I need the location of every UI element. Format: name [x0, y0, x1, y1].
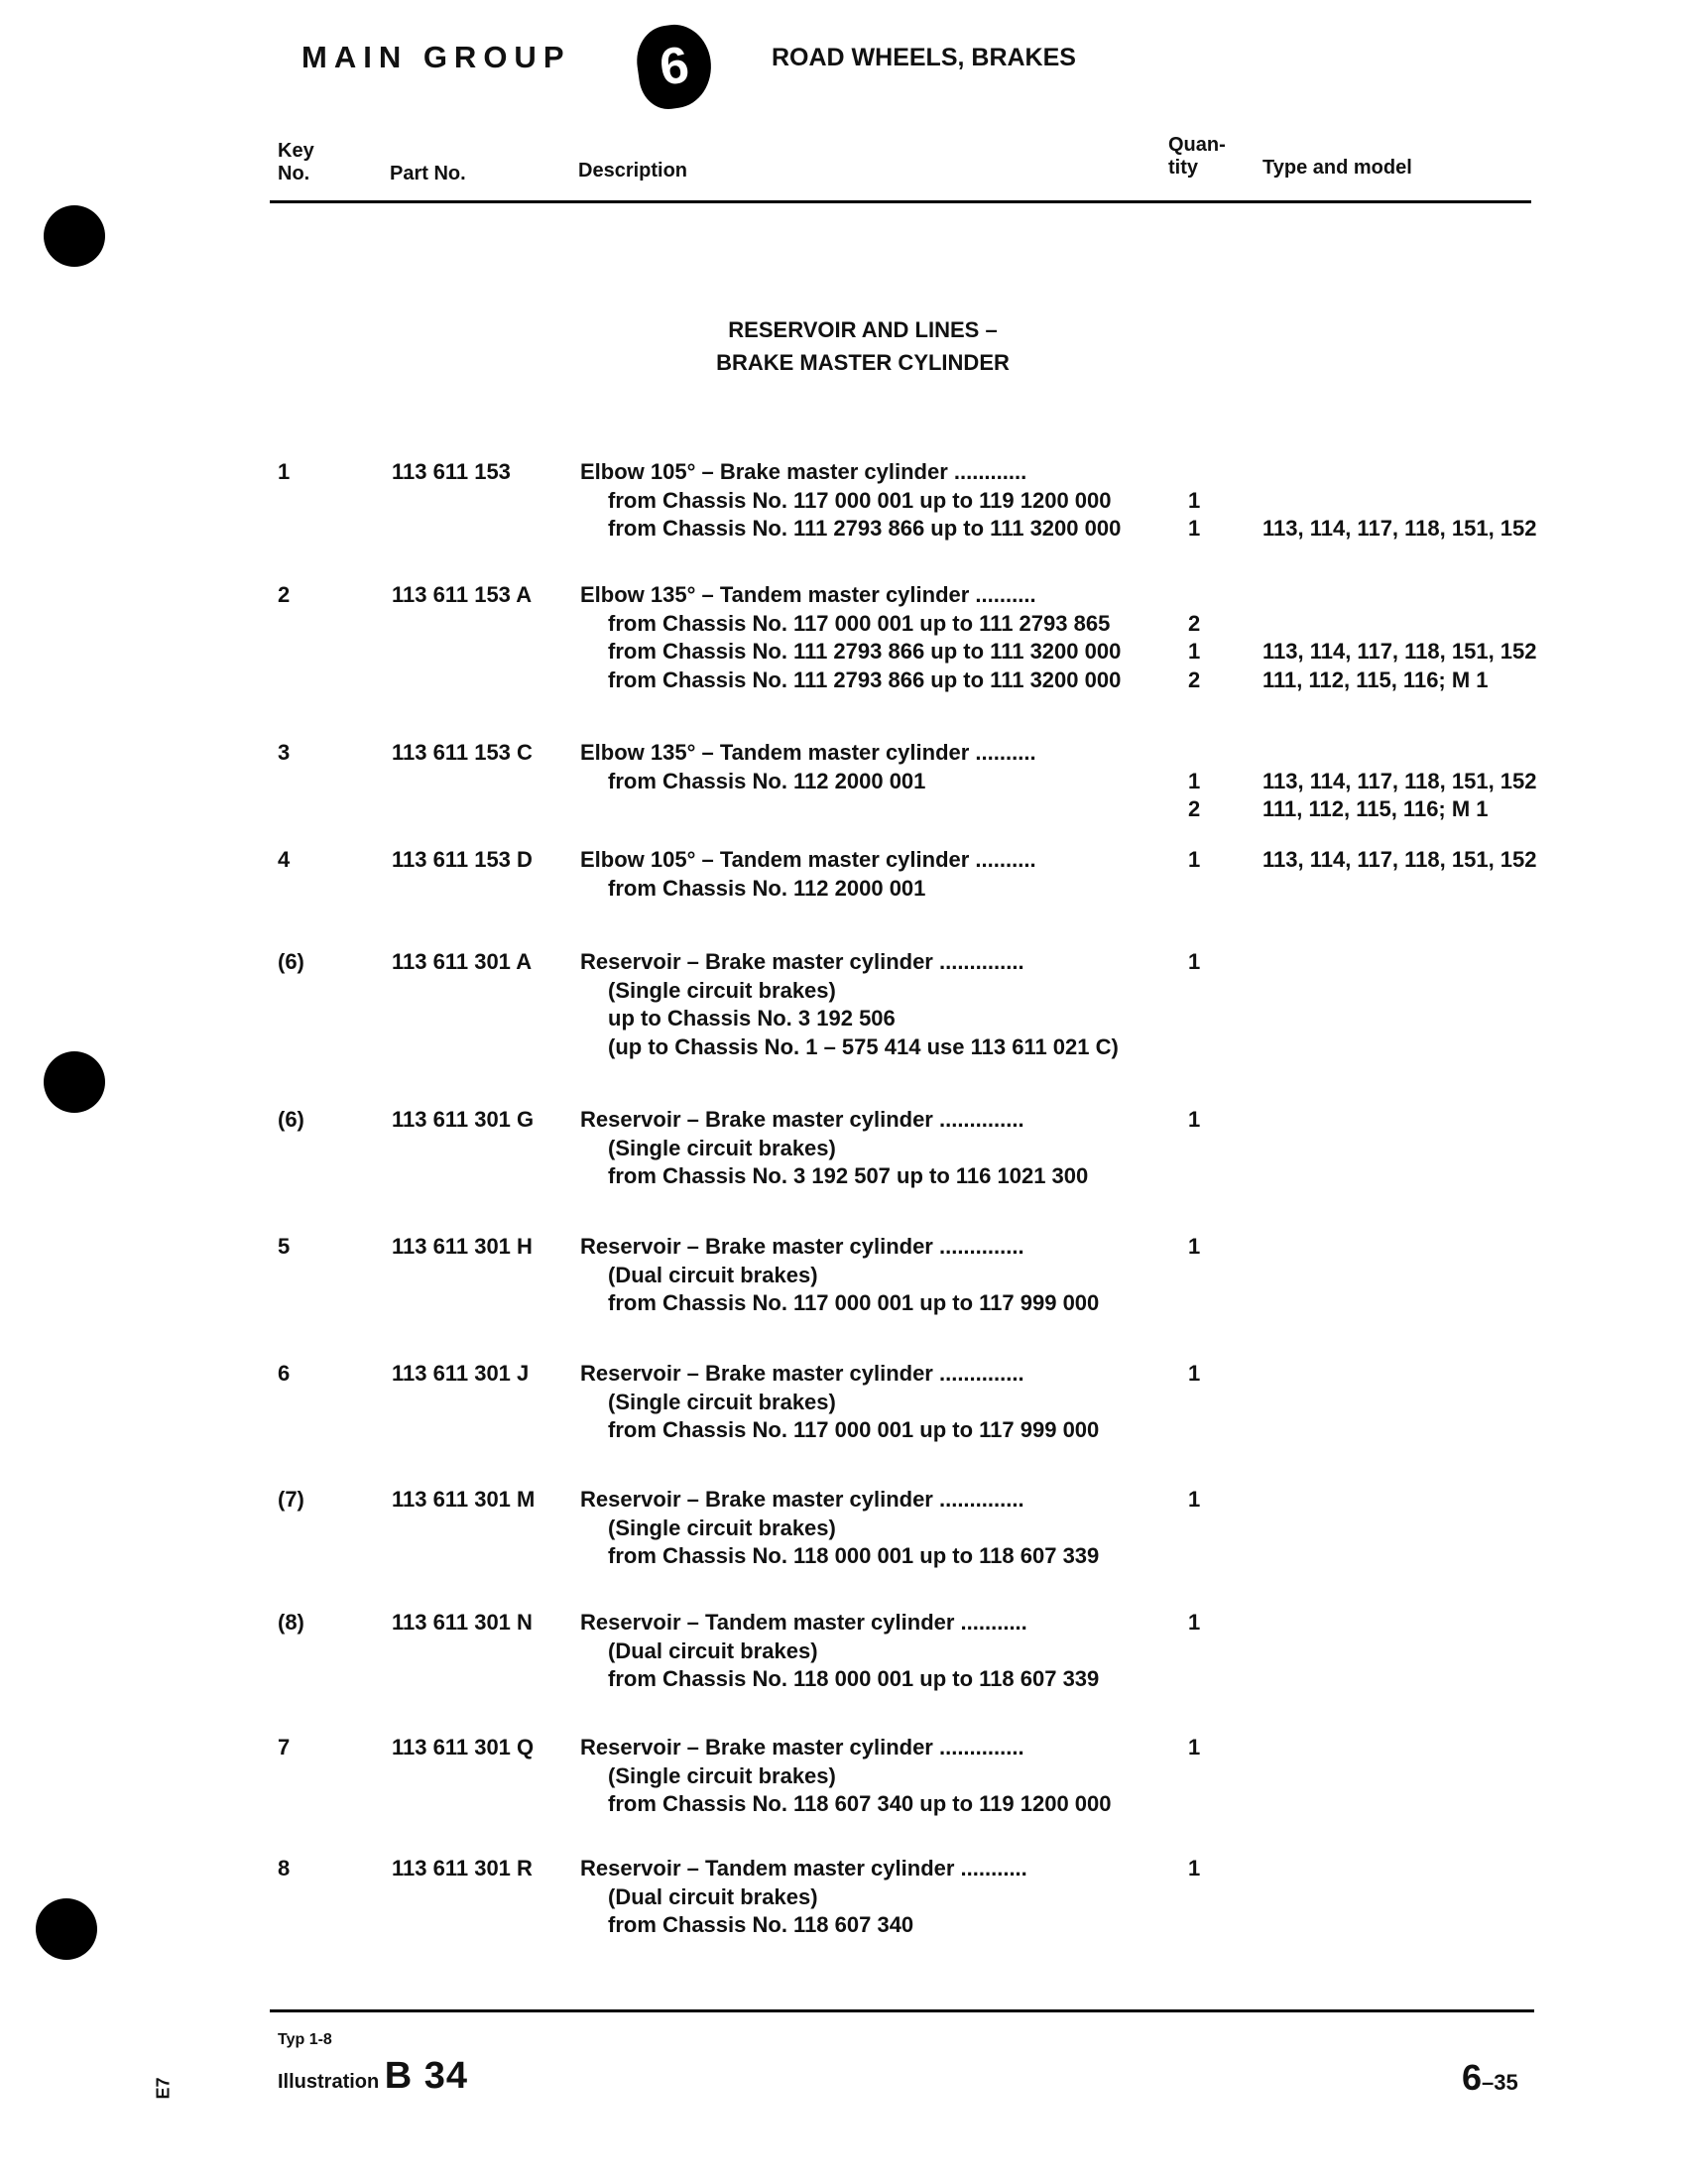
part-description-detail: from Chassis No. 118 000 001 up to 118 607 339 — [608, 1666, 1100, 1691]
section-title — [536, 313, 1190, 379]
type-model: 111, 112, 115, 116; M 1 — [1262, 796, 1489, 821]
quantity: 1 — [1188, 1487, 1201, 1512]
part-number: 113 611 153 — [392, 459, 511, 484]
type-model: 113, 114, 117, 118, 151, 152 — [1262, 768, 1537, 793]
key-number: 8 — [278, 1856, 291, 1881]
part-description-detail: from Chassis No. 117 000 001 up to 117 999 000 — [608, 1290, 1100, 1315]
key-number: 2 — [278, 582, 291, 607]
part-description: Reservoir – Brake master cylinder .............. — [580, 949, 1024, 974]
part-description-detail: from Chassis No. 117 000 001 up to 117 999 000 — [608, 1417, 1100, 1442]
quantity: 2 — [1188, 667, 1201, 692]
part-description: Reservoir – Brake master cylinder .............. — [580, 1735, 1024, 1759]
part-number: 113 611 301 M — [392, 1487, 536, 1512]
key-number: 4 — [278, 847, 291, 872]
footer-rule — [270, 2009, 1534, 2012]
quantity: 1 — [1188, 1735, 1201, 1759]
key-number: (6) — [278, 1107, 304, 1132]
quantity: 1 — [1188, 1361, 1201, 1386]
part-description: Reservoir – Brake master cylinder .............. — [580, 1487, 1024, 1512]
binder-hole-middle — [44, 1051, 105, 1113]
col-quantity-line1: Quan- — [1168, 134, 1226, 156]
footer-typ: Typ 1-8 — [278, 2031, 332, 2048]
type-model: 113, 114, 117, 118, 151, 152 — [1262, 847, 1537, 872]
quantity: 1 — [1188, 516, 1201, 541]
part-description-detail: from Chassis No. 117 000 001 up to 111 2793 865 — [608, 610, 1111, 636]
part-description: Reservoir – Tandem master cylinder ........... — [580, 1856, 1027, 1881]
quantity: 2 — [1188, 796, 1201, 821]
part-number: 113 611 301 N — [392, 1610, 533, 1635]
quantity: 1 — [1188, 1107, 1201, 1132]
quantity: 1 — [1188, 1234, 1201, 1259]
part-number: 113 611 301 G — [392, 1107, 535, 1132]
part-description-detail: (Single circuit brakes) — [608, 1135, 836, 1160]
key-number: 1 — [278, 459, 291, 484]
key-number: 3 — [278, 740, 291, 765]
part-description-detail: from Chassis No. 118 607 340 up to 119 1200 000 — [608, 1791, 1112, 1816]
part-number: 113 611 301 R — [392, 1856, 533, 1881]
part-description: Elbow 135° – Tandem master cylinder .......... — [580, 740, 1036, 765]
group-number-badge — [633, 20, 717, 112]
quantity: 1 — [1188, 1610, 1201, 1635]
col-quantity — [1168, 134, 1226, 180]
col-key-no-line2: No. — [278, 163, 310, 184]
binder-hole-bottom — [36, 1898, 97, 1960]
part-description: Reservoir – Tandem master cylinder ........... — [580, 1610, 1027, 1635]
quantity: 1 — [1188, 487, 1201, 513]
col-part-no: Part No. — [390, 163, 466, 184]
quantity: 1 — [1188, 768, 1201, 793]
page-number-minor: –35 — [1482, 2070, 1518, 2095]
quantity: 1 — [1188, 949, 1201, 974]
part-description: Reservoir – Brake master cylinder .............. — [580, 1107, 1024, 1132]
part-description-detail: from Chassis No. 3 192 507 up to 116 1021 300 — [608, 1163, 1089, 1188]
part-description-detail: from Chassis No. 111 2793 866 up to 111 3200 000 — [608, 639, 1122, 664]
part-description-detail: from Chassis No. 112 2000 001 — [608, 875, 926, 901]
part-description: Elbow 105° – Tandem master cylinder .......... — [580, 847, 1036, 872]
part-description-detail: (Dual circuit brakes) — [608, 1638, 818, 1663]
quantity: 2 — [1188, 610, 1201, 636]
key-number: (6) — [278, 949, 304, 974]
col-description: Description — [578, 160, 688, 182]
illustration-label: Illustration — [278, 2071, 380, 2093]
main-group-label: MAIN GROUP — [301, 40, 571, 74]
section-title-line2: BRAKE MASTER CYLINDER — [716, 350, 1010, 375]
part-number: 113 611 153 D — [392, 847, 533, 872]
part-description-detail: (Single circuit brakes) — [608, 977, 836, 1003]
part-description-detail: (Single circuit brakes) — [608, 1515, 836, 1540]
part-number: 113 611 301 J — [392, 1361, 530, 1386]
col-type-model: Type and model — [1262, 157, 1412, 179]
key-number: 5 — [278, 1234, 291, 1259]
illustration-code: B 34 — [384, 2055, 469, 2097]
page-number-major: 6 — [1462, 2057, 1483, 2098]
col-key-no — [278, 140, 314, 185]
part-description-detail: (Dual circuit brakes) — [608, 1262, 818, 1287]
quantity: 1 — [1188, 847, 1201, 872]
part-description: Reservoir – Brake master cylinder .............. — [580, 1234, 1024, 1259]
type-model: 113, 114, 117, 118, 151, 152 — [1262, 516, 1537, 541]
margin-code: E7 — [153, 2077, 174, 2100]
type-model: 113, 114, 117, 118, 151, 152 — [1262, 639, 1537, 664]
part-number: 113 611 301 H — [392, 1234, 533, 1259]
part-description-detail: (Dual circuit brakes) — [608, 1883, 818, 1909]
binder-hole-top — [44, 205, 105, 267]
part-number: 113 611 153 C — [392, 740, 533, 765]
part-number: 113 611 301 Q — [392, 1735, 535, 1759]
group-title: ROAD WHEELS, BRAKES — [772, 44, 1076, 71]
part-description-detail: from Chassis No. 112 2000 001 — [608, 768, 926, 793]
part-description-detail: up to Chassis No. 3 192 506 — [608, 1006, 896, 1031]
group-number: 6 — [656, 36, 693, 97]
key-number: 6 — [278, 1361, 291, 1386]
part-description-detail: (up to Chassis No. 1 – 575 414 use 113 611 021 C) — [608, 1033, 1119, 1059]
footer-illustration — [278, 2055, 468, 2098]
key-number: 7 — [278, 1735, 291, 1759]
part-description-detail: from Chassis No. 117 000 001 up to 119 1200 000 — [608, 487, 1112, 513]
part-description-detail: from Chassis No. 111 2793 866 up to 111 3200 000 — [608, 516, 1122, 541]
part-description: Reservoir – Brake master cylinder .............. — [580, 1361, 1024, 1386]
section-title-line1: RESERVOIR AND LINES – — [728, 317, 998, 342]
part-description-detail: from Chassis No. 118 607 340 — [608, 1912, 914, 1937]
header-rule — [270, 200, 1531, 203]
part-description-detail: (Single circuit brakes) — [608, 1762, 836, 1788]
page-number — [1462, 2057, 1518, 2099]
type-model: 111, 112, 115, 116; M 1 — [1262, 667, 1489, 692]
part-number: 113 611 153 A — [392, 582, 533, 607]
key-number: (7) — [278, 1487, 304, 1512]
col-quantity-line2: tity — [1168, 157, 1198, 179]
quantity: 1 — [1188, 1856, 1201, 1881]
part-number: 113 611 301 A — [392, 949, 533, 974]
part-description-detail: (Single circuit brakes) — [608, 1389, 836, 1414]
part-description: Elbow 135° – Tandem master cylinder .......... — [580, 582, 1036, 607]
quantity: 1 — [1188, 639, 1201, 664]
part-description-detail: from Chassis No. 118 000 001 up to 118 607 339 — [608, 1543, 1100, 1568]
part-description-detail: from Chassis No. 111 2793 866 up to 111 3200 000 — [608, 667, 1122, 692]
col-key-no-line1: Key — [278, 140, 314, 162]
part-description: Elbow 105° – Brake master cylinder ............ — [580, 459, 1027, 484]
key-number: (8) — [278, 1610, 304, 1635]
